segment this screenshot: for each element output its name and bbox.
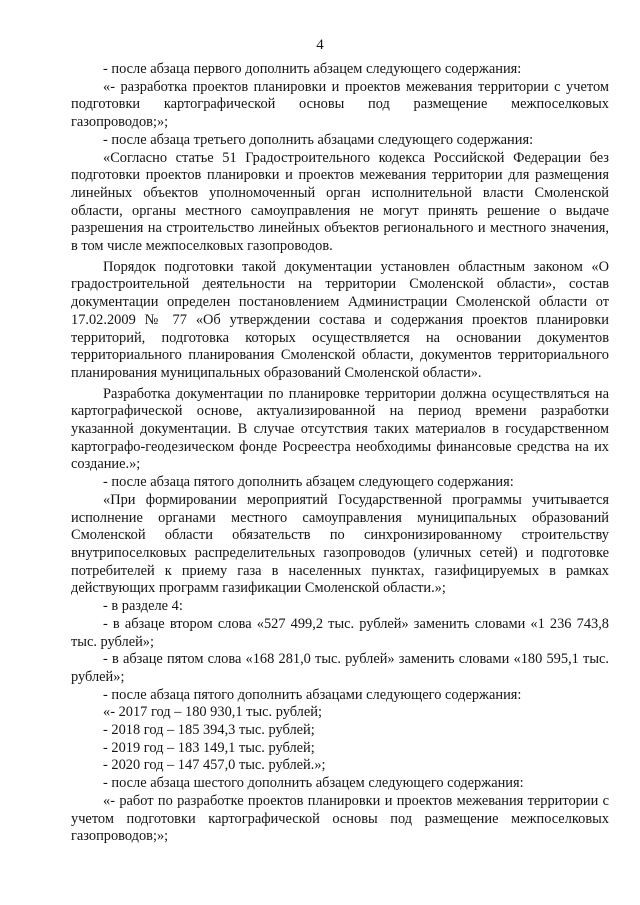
paragraph-12: - после абзаца пятого дополнить абзацами следующего содержания:: [103, 686, 522, 703]
paragraph-14: - 2018 год – 185 394,3 тыс. рублей;: [103, 722, 315, 739]
paragraph-11: - в абзаце пятом слова «168 281,0 тыс. рублей» заменить словами «180 595,1 тыс. рублей»;: [71, 651, 609, 685]
paragraph-7: - после абзаца пятого дополнить абзацем следующего содержания:: [103, 474, 514, 491]
paragraph-8: «При формировании мероприятий Государственной программы учитывается исполнение органами местного самоуправления муниципальных образований Смоленской области обязательств по синхронизированному строительству внутрипоселковых распределительных газопроводов (уличных сетей) и подготовке потребителей к приему газа в населенных пунктах, газифицируемых в рамках действующих программ газификации Смоленской области.»;: [71, 491, 609, 597]
paragraph-13: «- 2017 год – 180 930,1 тыс. рублей;: [103, 704, 322, 721]
paragraph-4: «Согласно статье 51 Градостроительного кодекса Российской Федерации без подготовки проектов планировки и проектов межевания территории для размещения линейных объектов уполномоченный орган исполнительной власти Смоленской области, органы местного самоуправления не могут принять решение о выдаче разрешения на строительство линейных объектов регионального и местного значения, в том числе межпоселковых газопроводов.: [71, 149, 609, 255]
paragraph-9: - в разделе 4:: [103, 598, 183, 615]
paragraph-2: «- разработка проектов планировки и проектов межевания территории с учетом подготовки картографической основы под размещение межпоселковых газопроводов;»;: [71, 78, 609, 131]
paragraph-5: Порядок подготовки такой документации установлен областным законом «О градостроительной деятельности на территории Смоленской области», состав документации определен постановлением Администрации Смоленской области от 17.02.2009 № 77 «Об утверждении состава и содержания проектов планировки территорий, подготовка которых осуществляется на основании документов территориального планирования Смоленской области, документов территориального планирования муниципальных образований Смоленской области».: [71, 258, 609, 381]
page-number: 4: [316, 37, 324, 53]
paragraph-17: - после абзаца шестого дополнить абзацем следующего содержания:: [103, 775, 524, 792]
document-body: [71, 61, 609, 846]
paragraph-3: - после абзаца третьего дополнить абзацами следующего содержания:: [103, 131, 534, 148]
paragraph-16: - 2020 год – 147 457,0 тыс. рублей.»;: [103, 757, 326, 774]
paragraph-6: Разработка документации по планировке территории должна осуществляться на картографической основе, актуализированной на период времени разработки указанной документации. В случае отсутствия таких материалов в государственном картографо-геодезическом фонде Росреестра необходимы финансовые средства на их создание.»;: [71, 385, 609, 473]
paragraph-1: - после абзаца первого дополнить абзацем следующего содержания:: [103, 61, 522, 77]
paragraph-18: «- работ по разработке проектов планировки и проектов межевания территории с учетом подготовки картографической основы под размещение межпоселковых газопроводов;»;: [71, 792, 609, 845]
paragraph-15: - 2019 год – 183 149,1 тыс. рублей;: [103, 739, 315, 756]
paragraph-10: - в абзаце втором слова «527 499,2 тыс. рублей» заменить словами «1 236 743,8 тыс. рублей»;: [71, 615, 609, 650]
